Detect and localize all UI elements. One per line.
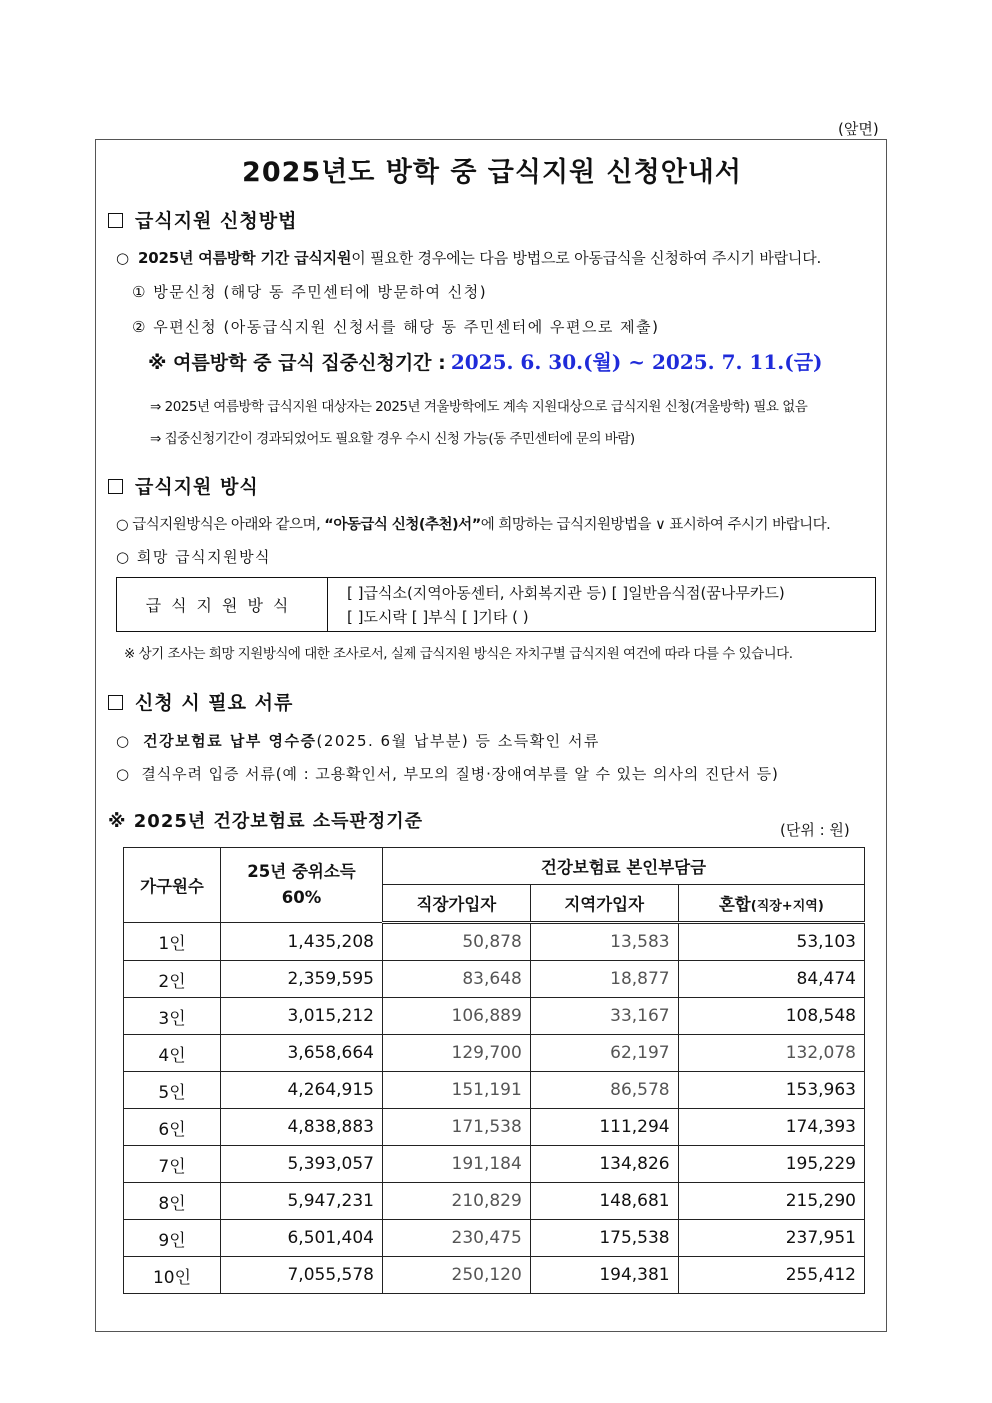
desired-method-label: ○ 희망 급식지원방식 [116,548,272,566]
note-winter-continuation: ⇒ 2025년 여름방학 급식지원 대상자는 2025년 겨울방학에도 계속 지원대상으로 급식지원 신청(겨울방학) 필요 없음 [150,399,808,415]
cell-regional: 134,826 [530,1146,678,1183]
front-side-label: (앞면) [838,120,879,138]
cell-workplace: 83,648 [383,961,531,998]
cell-workplace: 129,700 [383,1035,531,1072]
period-value: 2025. 6. 30.(월) ~ 2025. 7. 11.(금) [450,350,823,374]
support-intro [116,513,830,534]
cell-regional: 194,381 [530,1257,678,1294]
header-insurance-group: 건강보험료 본인부담금 [383,848,865,885]
cell-workplace: 50,878 [383,923,531,961]
note-anytime-application: ⇒ 집중신청기간이 경과되었어도 필요할 경우 수시 신청 가능(동 주민센터에 문의 바람) [150,431,635,447]
header-workplace: 직장가입자 [383,885,531,923]
method-mail: ② 우편신청 (아동급식지원 신청서를 해당 동 주민센터에 우편으로 제출) [132,318,660,336]
cell-median-income: 3,015,212 [221,998,383,1035]
table-row [124,961,865,998]
support-intro-a: ○ 급식지원방식은 아래와 같으며, [116,517,325,533]
cell-household: 3인 [124,998,221,1035]
cell-household: 5인 [124,1072,221,1109]
section-heading: 신청 시 필요 서류 [135,692,294,714]
section-heading: 급식지원 방식 [135,476,259,498]
cell-regional: 86,578 [530,1072,678,1109]
cell-regional: 111,294 [530,1109,678,1146]
header-regional: 지역가입자 [530,885,678,923]
intro-line [116,247,821,268]
cell-workplace: 151,191 [383,1072,531,1109]
circle-bullet-icon: ○ [116,249,129,267]
header-mixed [678,885,864,923]
circle-bullet-icon: ○ [116,732,131,750]
doc1-rest: (2025. 6월 납부분) 등 소득확인 서류 [316,732,600,750]
checkbox-square-icon [108,479,123,494]
method-visit: ① 방문신청 (해당 동 주민센터에 방문하여 신청) [132,283,488,301]
support-options-row1: [ ]급식소(지역아동센터, 사회복지관 등) [ ]일반음식점(꿈나무카드) [347,584,785,602]
cell-mixed: 255,412 [678,1257,864,1294]
cell-workplace: 250,120 [383,1257,531,1294]
intro-rest: 이 필요한 경우에는 다음 방법으로 아동급식을 신청하여 주시기 바랍니다. [351,249,822,267]
table-row [124,1220,865,1257]
cell-workplace: 210,829 [383,1183,531,1220]
cell-regional: 33,167 [530,998,678,1035]
table-row [124,1072,865,1109]
cell-mixed: 195,229 [678,1146,864,1183]
cell-household: 9인 [124,1220,221,1257]
doc2-text: 결식우려 입증 서류(예 : 고용확인서, 부모의 질병·장애여부를 알 수 있는 의사의 진단서 등) [141,765,779,783]
cell-workplace: 230,475 [383,1220,531,1257]
cell-regional: 62,197 [530,1035,678,1072]
cell-median-income: 5,393,057 [221,1146,383,1183]
income-criteria-heading: ※ 2025년 건강보험료 소득판정기준 [108,811,424,832]
cell-workplace: 191,184 [383,1146,531,1183]
cell-median-income: 3,658,664 [221,1035,383,1072]
section-required-documents [108,688,293,715]
survey-footnote: ※ 상기 조사는 희망 지원방식에 대한 조사로서, 실제 급식지원 방식은 자치구별 급식지원 여건에 따라 다를 수 있습니다. [124,646,793,662]
cell-mixed: 215,290 [678,1183,864,1220]
support-intro-bold: “아동급식 신청(추천)서” [324,517,481,533]
circle-bullet-icon: ○ [116,765,130,783]
doc-insurance-receipt [116,730,600,751]
table-row [124,1257,865,1294]
table-row [124,923,865,961]
cell-household: 7인 [124,1146,221,1183]
cell-median-income: 2,359,595 [221,961,383,998]
checkbox-square-icon [108,213,123,228]
cell-household: 8인 [124,1183,221,1220]
income-criteria-table [123,847,865,1294]
cell-mixed: 237,951 [678,1220,864,1257]
intensive-period [148,346,822,375]
cell-regional: 175,538 [530,1220,678,1257]
cell-workplace: 106,889 [383,998,531,1035]
document-frame [95,139,887,1332]
cell-median-income: 1,435,208 [221,923,383,961]
cell-mixed: 108,548 [678,998,864,1035]
cell-regional: 18,877 [530,961,678,998]
cell-workplace: 171,538 [383,1109,531,1146]
support-intro-b: 에 희망하는 급식지원방법을 ∨ 표시하여 주시기 바랍니다. [480,517,831,533]
cell-household: 1인 [124,923,221,961]
page-title: 2025년도 방학 중 급식지원 신청안내서 [242,157,742,188]
table-row [124,998,865,1035]
cell-mixed: 84,474 [678,961,864,998]
doc-meal-risk-proof [116,763,779,784]
section-heading: 급식지원 신청방법 [135,210,298,232]
cell-mixed: 53,103 [678,923,864,961]
header-mixed-main: 혼합 [718,895,751,914]
cell-regional: 13,583 [530,923,678,961]
table-row [124,1109,865,1146]
support-options-row2: [ ]도시락 [ ]부식 [ ]기타 ( ) [347,608,529,626]
cell-household: 6인 [124,1109,221,1146]
section-support-type [108,472,259,499]
cell-mixed: 174,393 [678,1109,864,1146]
support-method-box [116,577,876,632]
checkbox-square-icon [108,695,123,710]
cell-median-income: 4,264,915 [221,1072,383,1109]
section-application-method [108,206,297,233]
header-household: 가구원수 [124,848,221,923]
unit-label: (단위 : 원) [780,821,850,839]
cell-household: 4인 [124,1035,221,1072]
table-row [124,1183,865,1220]
intro-bold: 2025년 여름방학 기간 급식지원 [138,249,352,267]
period-label: ※ 여름방학 중 급식 집중신청기간 : [148,352,446,374]
cell-median-income: 7,055,578 [221,1257,383,1294]
doc1-bold: 건강보험료 납부 영수증 [143,732,317,750]
table-row [124,1146,865,1183]
cell-regional: 148,681 [530,1183,678,1220]
cell-mixed: 132,078 [678,1035,864,1072]
cell-median-income: 5,947,231 [221,1183,383,1220]
support-method-label: 급식지원방식 [117,578,328,631]
cell-median-income: 6,501,404 [221,1220,383,1257]
cell-household: 2인 [124,961,221,998]
header-mixed-small: (직장+지역) [750,899,824,914]
table-row [124,1035,865,1072]
header-median-income: 25년 중위소득 60% [221,848,383,923]
cell-household: 10인 [124,1257,221,1294]
cell-mixed: 153,963 [678,1072,864,1109]
cell-median-income: 4,838,883 [221,1109,383,1146]
